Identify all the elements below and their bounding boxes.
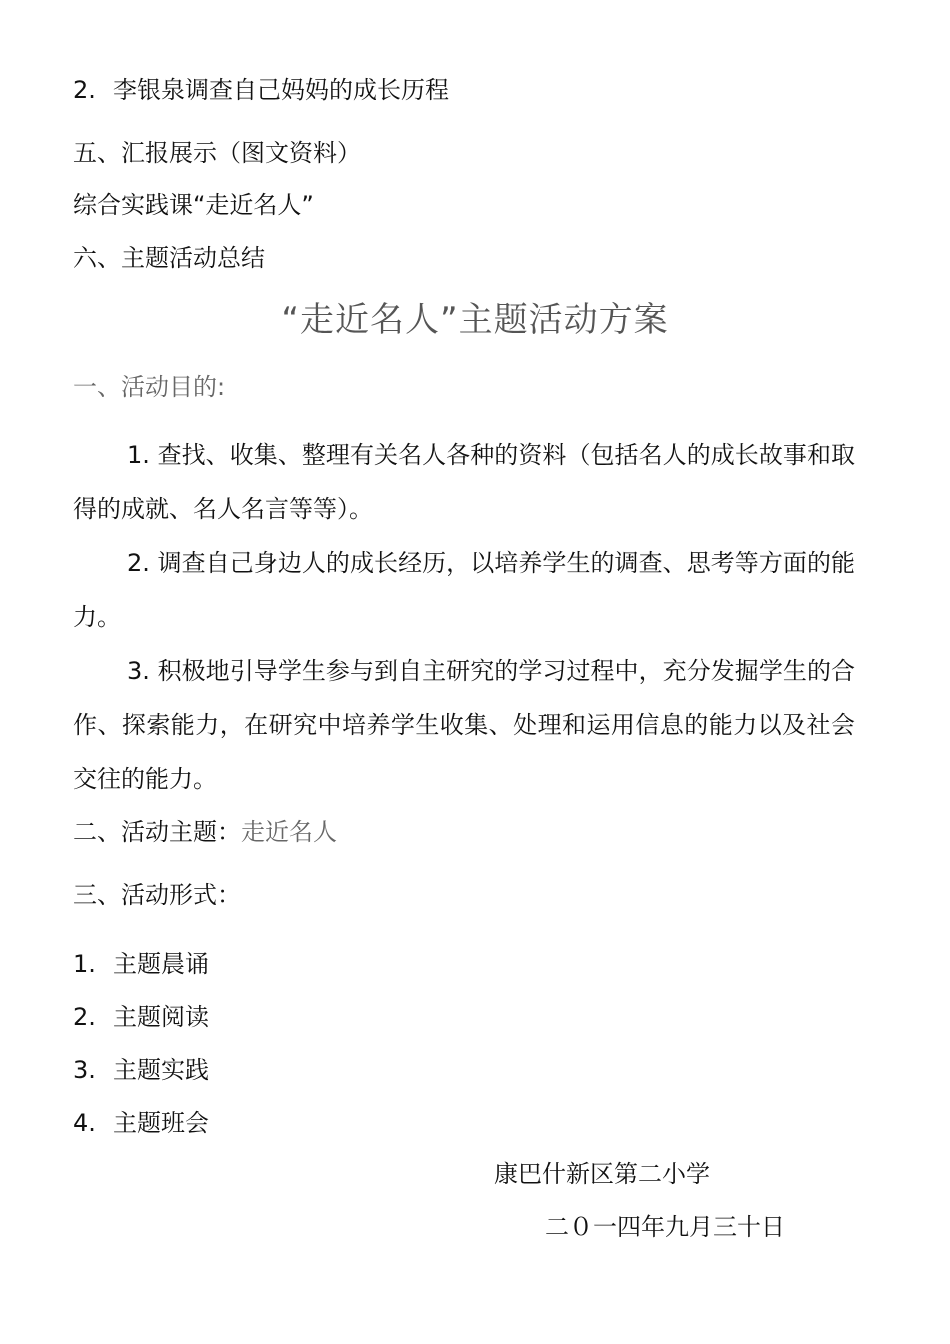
list-item-4 [73, 1107, 209, 1139]
list-number: 3. [73, 1056, 96, 1084]
list-text: 主题实践 [113, 1056, 209, 1084]
purpose-paragraph-1: 1. 查找、收集、整理有关名人各种的资料（包括名人的成长故事和取得的成就、名人名言等等）。 [73, 441, 855, 523]
section-two-line [73, 816, 337, 848]
purpose-paragraph-3: 3. 积极地引导学生参与到自主研究的学习过程中，充分发掘学生的合作、探索能力，在研究中培养学生收集、处理和运用信息的能力以及社会交往的能力。 [73, 657, 855, 793]
list-item-2 [73, 1001, 209, 1033]
list-item-1 [73, 948, 209, 980]
course-line: 综合实践课“走近名人” [73, 191, 314, 219]
list-text: 李银泉调查自己妈妈的成长历程 [113, 76, 449, 104]
list-number: 2. [73, 76, 96, 104]
purpose-paragraph-2: 2. 调查自己身边人的成长经历，以培养学生的调查、思考等方面的能力。 [73, 549, 855, 631]
section-two-value: 走近名人 [241, 818, 337, 846]
list-text: 主题阅读 [113, 1003, 209, 1031]
list-item-li-yinquan [73, 74, 449, 106]
section-five-heading: 五、汇报展示（图文资料） [73, 139, 361, 167]
section-six-heading: 六、主题活动总结 [73, 244, 265, 272]
section-two-heading: 二、活动主题： [73, 818, 241, 846]
list-item-3 [73, 1054, 209, 1086]
signature-school: 康巴什新区第二小学 [494, 1160, 710, 1188]
list-number: 2. [73, 1003, 96, 1031]
document-title: “走近名人”主题活动方案 [281, 300, 669, 340]
list-number: 4. [73, 1109, 96, 1137]
list-text: 主题晨诵 [113, 950, 209, 978]
section-one-heading: 一、活动目的: [73, 373, 226, 401]
section-three-heading: 三、活动形式： [73, 881, 241, 909]
list-number: 1. [73, 950, 96, 978]
list-text: 主题班会 [113, 1109, 209, 1137]
signature-date: 二０一四年九月三十日 [545, 1213, 785, 1241]
